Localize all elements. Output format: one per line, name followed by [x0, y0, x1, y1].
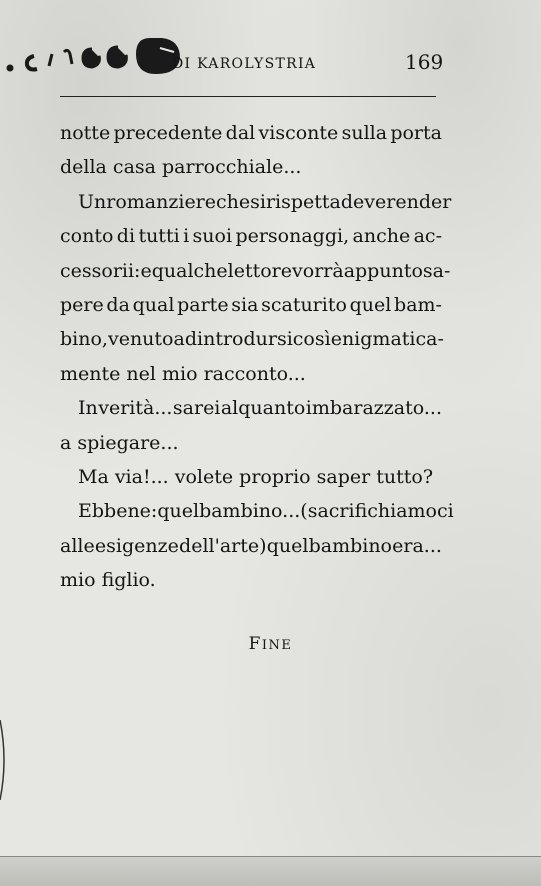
word: introdursi	[197, 328, 293, 351]
word: bam-	[394, 293, 442, 316]
word: scaturito	[261, 293, 347, 316]
word: lettore	[227, 259, 293, 282]
page-number: 169	[405, 50, 444, 74]
word: vorrà	[292, 259, 344, 282]
word: esigenze	[94, 534, 179, 557]
word: e	[140, 259, 152, 282]
text-line	[60, 185, 452, 219]
word: precedente	[113, 122, 223, 144]
word: bambino...	[199, 500, 301, 523]
word: render	[386, 190, 452, 213]
word: bambino	[308, 534, 392, 557]
word: pere	[60, 293, 104, 316]
word: venuto	[107, 328, 174, 351]
word: cessorii:	[60, 259, 141, 282]
text-line-content: mio figlio.	[60, 569, 156, 592]
word: In	[78, 397, 98, 420]
word: sia	[231, 293, 259, 316]
text-line-content: della casa parrocchiale...	[60, 156, 302, 179]
word: sulla	[341, 122, 388, 144]
text-line	[60, 391, 442, 425]
word: ac-	[413, 225, 442, 248]
text-line	[60, 529, 442, 563]
word: quel	[266, 534, 309, 557]
text-line	[60, 322, 442, 356]
page-edge-mark	[0, 720, 10, 800]
end-mark-initial: F	[248, 634, 262, 654]
text-line	[60, 426, 442, 460]
word: qualche	[151, 259, 228, 282]
word: rispetta	[265, 190, 341, 213]
word: dal	[225, 122, 256, 144]
running-head: DI KAROLYSTRIA	[172, 56, 317, 72]
word: sarei	[172, 397, 221, 420]
library-stamp-icon	[0, 18, 200, 78]
word: enigmatica-	[330, 328, 444, 351]
word: verità...	[98, 397, 173, 420]
text-line	[60, 254, 451, 288]
word: che	[216, 190, 251, 213]
word: conto	[60, 225, 114, 248]
word: quel	[157, 500, 200, 523]
word: dell'arte)	[179, 534, 267, 557]
word: romanziere	[106, 190, 217, 213]
page-bottom-edge	[0, 856, 541, 886]
word: appunto	[343, 259, 423, 282]
word: era...	[392, 534, 442, 557]
word: Ebbene:	[78, 500, 158, 523]
word: (sacrifichiamoci	[300, 500, 454, 523]
word: i	[183, 225, 190, 248]
word: anche	[352, 225, 411, 248]
word: parte	[177, 293, 229, 316]
text-line-content: a spiegare...	[60, 431, 179, 454]
text-line-content: Ma via!... volete proprio saper tutto?	[78, 465, 434, 488]
word: di	[116, 225, 136, 248]
text-line	[60, 460, 442, 494]
word: imbarazzato...	[305, 397, 442, 420]
text-line	[60, 494, 454, 528]
word: ad	[173, 328, 197, 351]
word: da	[106, 293, 130, 316]
word: bino,	[60, 328, 108, 351]
word: deve	[340, 190, 387, 213]
text-line-content: mente nel mio racconto...	[60, 362, 306, 385]
word: tutti	[138, 225, 180, 248]
text-line	[60, 116, 442, 150]
text-line	[60, 563, 442, 597]
word: porta	[390, 122, 442, 144]
text-line	[60, 357, 442, 391]
word: suoi	[192, 225, 233, 248]
word: quel	[349, 293, 392, 316]
word: notte	[60, 122, 111, 144]
end-mark-rest: INE	[261, 638, 293, 653]
word: sa-	[422, 259, 451, 282]
text-line	[60, 219, 442, 253]
end-mark	[0, 634, 541, 654]
text-line	[60, 288, 442, 322]
word: si	[250, 190, 266, 213]
text-line	[60, 150, 442, 184]
word: così	[292, 328, 331, 351]
word: Un	[78, 190, 107, 213]
word: alle	[60, 534, 95, 557]
word: visconte	[258, 122, 339, 144]
word: qual	[132, 293, 175, 316]
body-text	[60, 116, 454, 597]
header-rule	[60, 96, 436, 97]
word: personaggi,	[235, 225, 350, 248]
word: alquanto	[220, 397, 306, 420]
